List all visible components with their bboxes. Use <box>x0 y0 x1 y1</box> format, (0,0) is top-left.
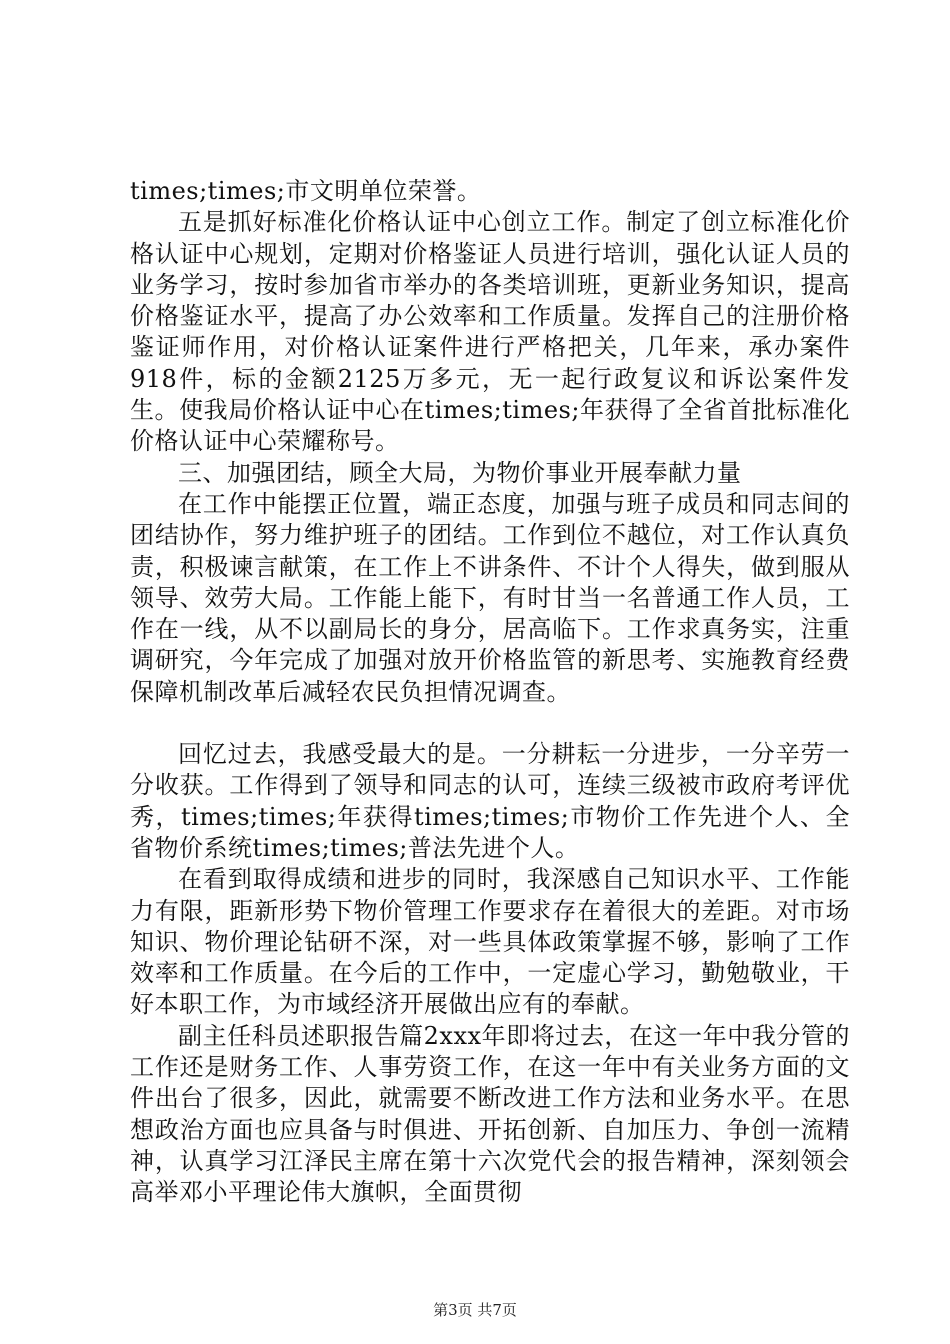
paragraph-honor: times;times;市文明单位荣誉。 <box>130 177 482 205</box>
paragraph-price-certification-center: 五是抓好标准化价格认证中心创立工作。制定了创立标准化价格认证中心规划，定期对价格鉴证人员进行培训，强化认证人员的业务学习，按时参加省市举办的各类培训班，更新业务知识，提高价格鉴证水平，提高了办公效率和工作质量。发挥自己的注册价格鉴证师作用，对价格认证案件进行严格把关，几年来，承办案件918件，标的金额2125万多元，无一起行政复议和诉讼案件发生。使我局价格认证中心在times;times;年获得了全省首批标准化价格认证中心荣耀称号。 <box>130 208 850 456</box>
section-heading-unity: 三、加强团结，顾全大局，为物价事业开展奉献力量 <box>178 458 742 487</box>
paragraph-teamwork: 在工作中能摆正位置，端正态度，加强与班子成员和同志间的团结协作，努力维护班子的团结。工作到位不越位，对工作认真负责，积极谏言献策，在工作上不讲条件、不计个人得失，做到服从领导、效劳大局。工作能上能下，有时甘当一名普通工作人员，工作在一线，从不以副局长的身分，居高临下。工作求真务实，注重调研究，今年完成了加强对放开价格监管的新思考、实施教育经费保障机制改革后减轻农民负担情况调查。 <box>130 489 850 706</box>
document-body <box>130 176 850 1209</box>
paragraph-shortcomings: 在看到取得成绩和进步的同时，我深感自己知识水平、工作能力有限，距新形势下物价管理工作要求存在着很大的差距。对市场知识、物价理论钻研不深，对一些具体政策掌握不够，影响了工作效率和工作质量。在今后的工作中，一定虚心学习，勤勉敬业，干好本职工作，为市域经济开展做出应有的奉献。 <box>130 865 850 1019</box>
page-number-footer: 第3页 共7页 <box>433 1301 517 1319</box>
paragraph-review-past: 回忆过去，我感受最大的是。一分耕耘一分进步，一分辛劳一分收获。工作得到了领导和同志的认可，连续三级被市政府考评优秀，times;times;年获得times;times;市物价工作先进个人、全省物价系统times;times;普法先进个人。 <box>130 740 850 862</box>
paragraph-report-part2: 副主任科员述职报告篇2xxx年即将过去，在这一年中我分管的工作还是财务工作、人事劳资工作，在这一年中有关业务方面的文件出台了很多，因此，就需要不断改进工作方法和业务水平。在思想政治方面也应具备与时俱进、开拓创新、自加压力、争创一流精神，认真学习江泽民主席在第十六次党代会的报告精神，深刻领会高举邓小平理论伟大旗帜，全面贯彻 <box>130 1021 850 1207</box>
